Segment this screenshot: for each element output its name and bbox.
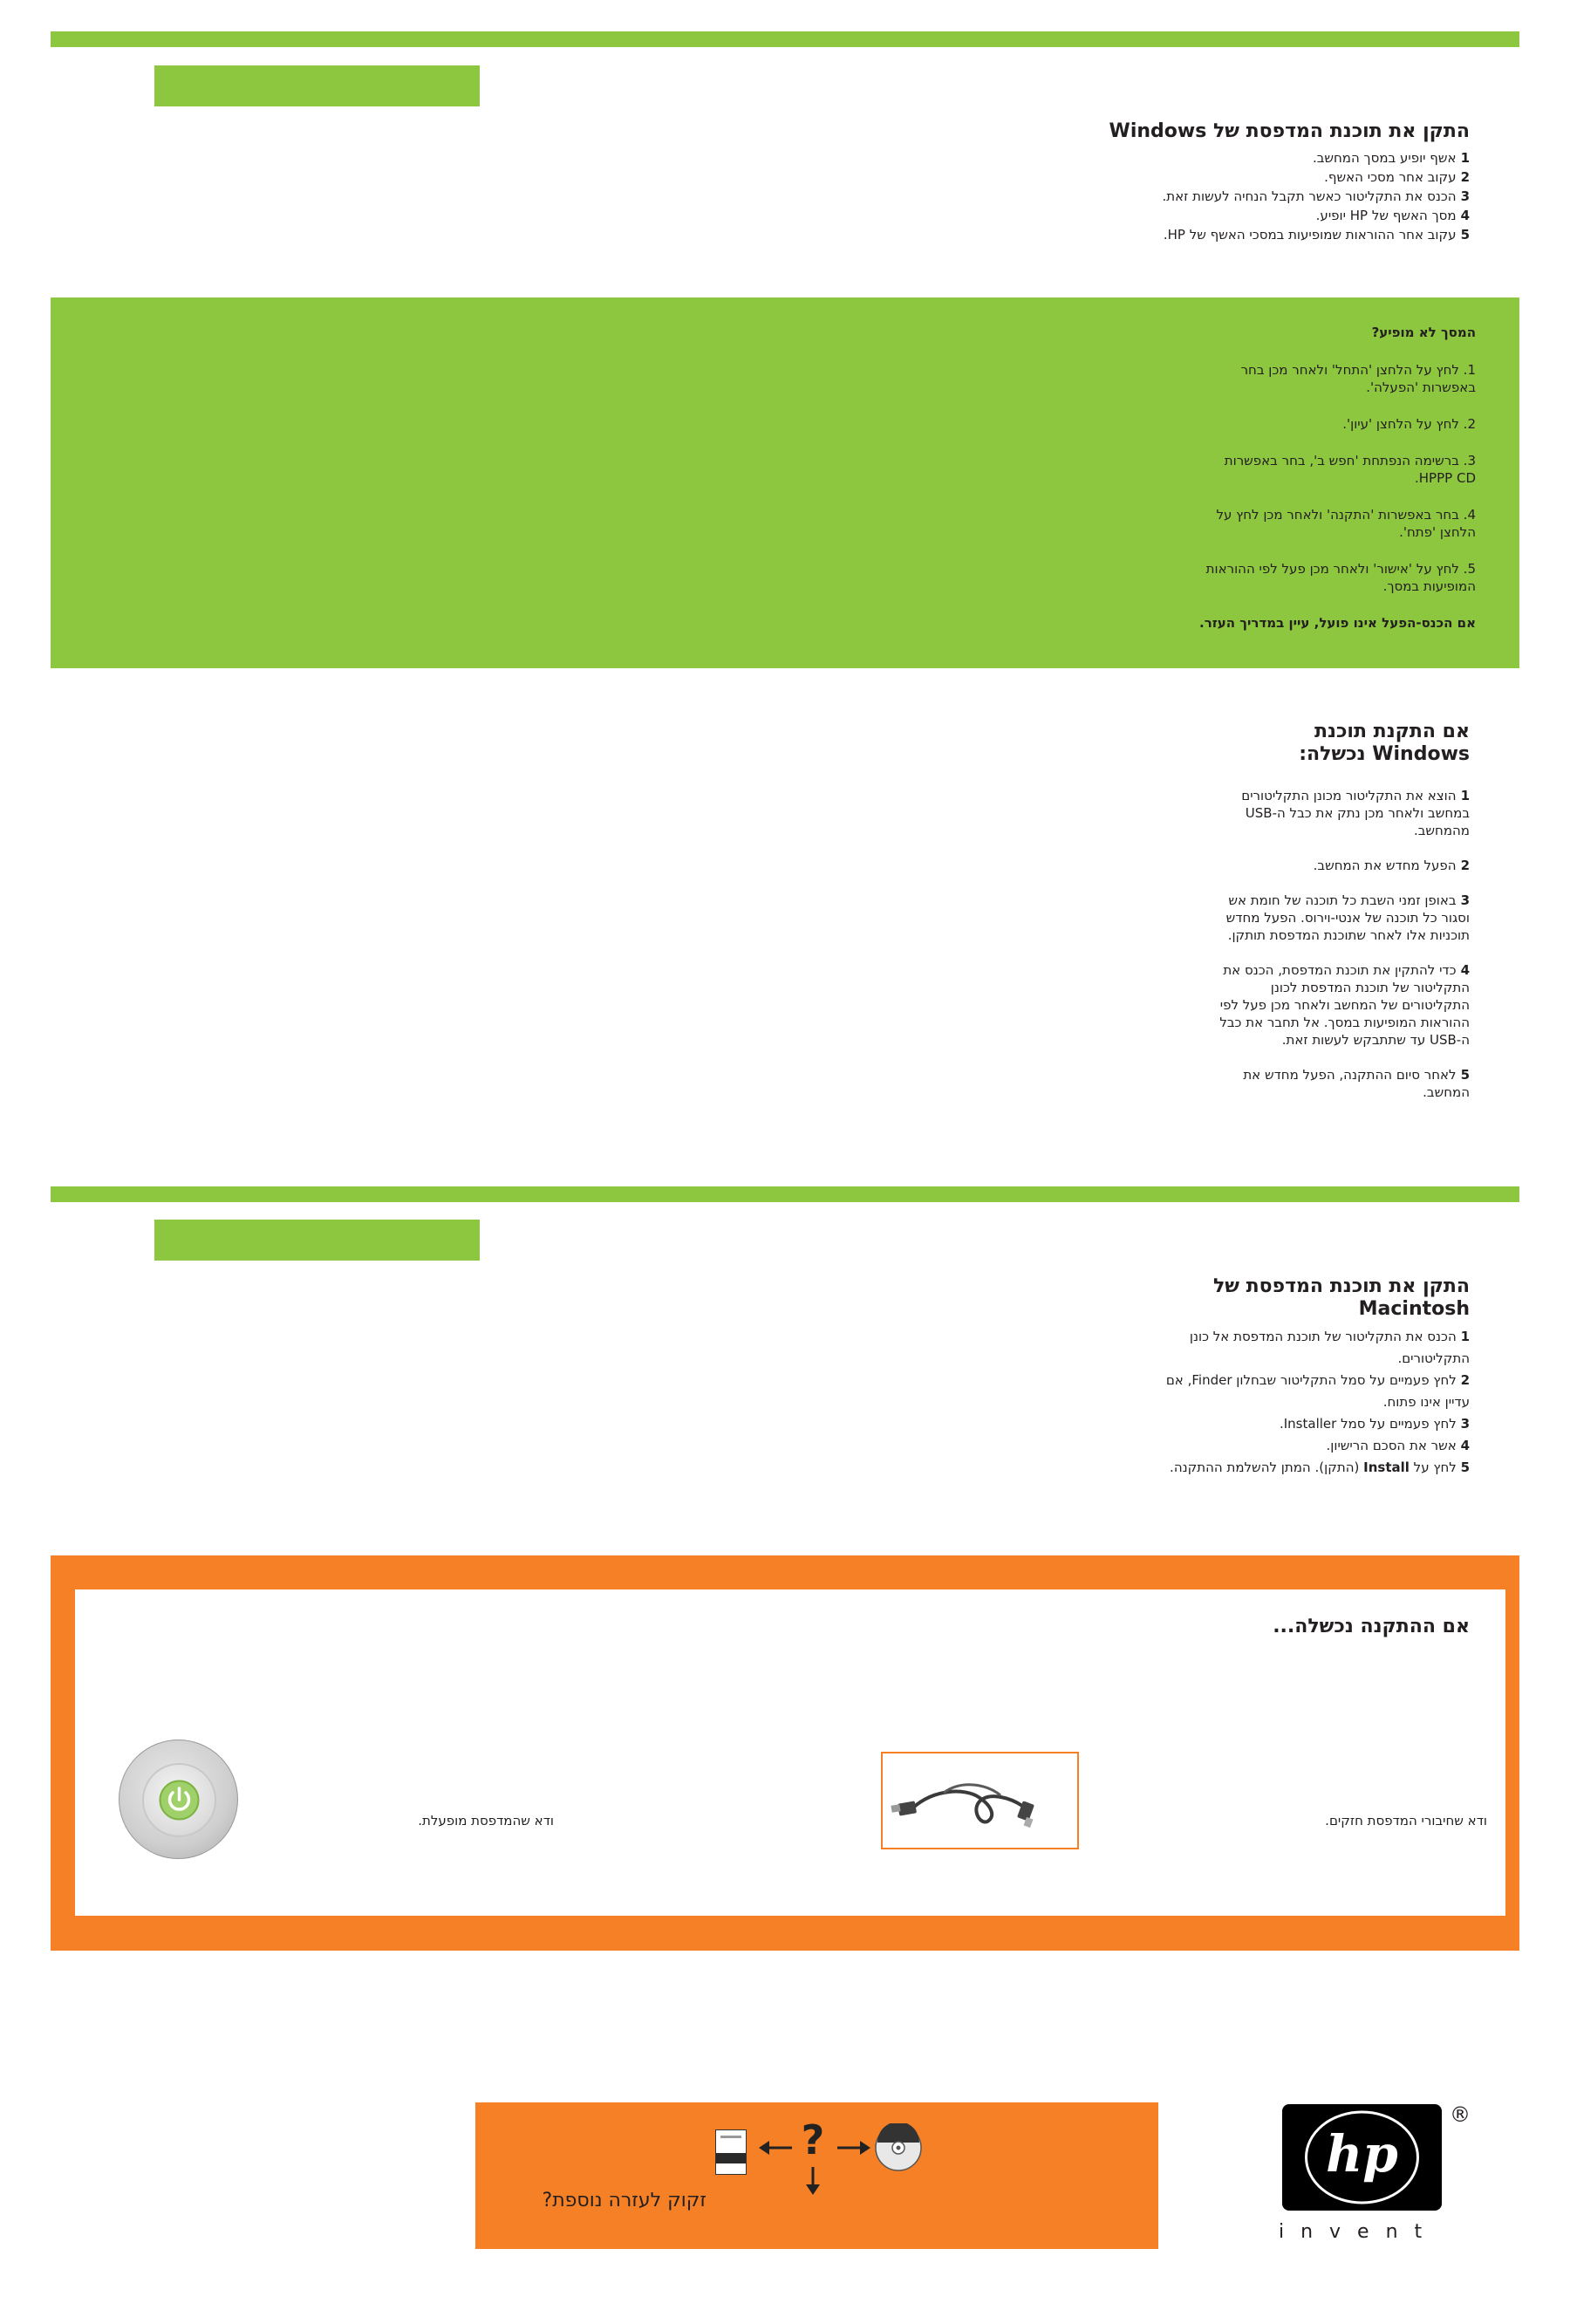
windows-install-section [959, 120, 1470, 244]
manual-icon-lines [720, 2136, 741, 2138]
cd-icon [874, 2123, 923, 2172]
list-item: 3 לחץ פעמיים על סמל Installer. [1279, 1416, 1470, 1432]
manual-icon-band [716, 2153, 746, 2163]
help-text: זקוק לעזרה נוספת? [542, 2190, 706, 2211]
usb-cable-box [881, 1752, 1079, 1849]
tip-step: 5. לחץ על 'אישור' ולאחר מכן פעל לפי ההוראות המופיעות במסך. [1205, 561, 1476, 594]
list-item: 5עקוב אחר ההוראות שמופיעות במסכי האשף של HP. [1163, 227, 1470, 243]
tip-content [1195, 325, 1476, 632]
windows-failed-title: אם התקנת תוכנת Windows נכשלה: [1299, 721, 1470, 765]
top-green-bar [51, 31, 1519, 47]
list-item: 1הוצא את התקליטור מכונן התקליטורים במחשב ולאחר מכן נתק את כבל ה-USB מהמחשב. [1241, 788, 1470, 838]
list-item: 3הכנס את התקליטור כאשר תקבל הנחיה לעשות זאת. [1162, 188, 1470, 204]
connections-text: ודא שחיבורי המדפסת חזקים. [1325, 1813, 1487, 1828]
list-item: 1 הכנס את התקליטור של תוכנת המדפסת אל כונן התקליטורים. [1189, 1329, 1470, 1366]
power-button-inner [144, 1765, 215, 1835]
tip-note: אם הכנס-הפעל אינו פועל, עיין במדריך העזר. [1199, 615, 1476, 631]
windows-section-tab [154, 65, 480, 106]
mac-install-section [1151, 1275, 1470, 1479]
mac-green-bar [51, 1186, 1519, 1202]
list-item: 2עקוב אחר מסכי האשף. [1324, 169, 1470, 185]
mac-section-tab [154, 1220, 480, 1261]
usb-cable-icon [883, 1753, 1077, 1848]
tip-title: המסך לא מופיע? [1371, 325, 1476, 340]
power-button-graphic [119, 1740, 238, 1859]
tip-step: 1. לחץ על הלחצן 'התחל' ולאחר מכן בחר באפשרות 'הפעלה'. [1240, 362, 1476, 395]
manual-icon [715, 2129, 747, 2175]
hp-logo-text: hp [1326, 2124, 1398, 2184]
windows-install-steps [959, 148, 1470, 244]
windows-failed-section [1212, 721, 1470, 1118]
tip-step: 3. ברשימה הנפתחת 'חפש ב', בחר באפשרות HPPP CD. [1224, 453, 1476, 486]
mac-install-title [1151, 1275, 1470, 1321]
mac-title-line2: Macintosh [1358, 1298, 1470, 1320]
arrow-right-icon [836, 2139, 870, 2157]
registered-mark: ® [1450, 2102, 1471, 2127]
tip-step: 4. בחר באפשרות 'התקנה' ולאחר מכן לחץ על הלחצן 'פתח'. [1216, 507, 1476, 540]
arrow-left-icon [759, 2139, 794, 2157]
arrow-down-icon [804, 2165, 822, 2195]
power-text: ודא שהמדפסת מופעלת. [418, 1813, 554, 1828]
list-item: 3באופן זמני השבת כל תוכנה של חומת אש וסגור כל תוכנה של אנטי-וירוס. הפעל מחדש תוכניות אלו לאחר שתוכנת המדפסת תותקן. [1225, 892, 1470, 943]
list-item: 1אשף יופיע במסך המחשב. [1312, 150, 1470, 166]
list-item: 5לאחר סיום ההתקנה, הפעל מחדש את המחשב. [1243, 1067, 1470, 1100]
mac-install-steps [1151, 1326, 1470, 1479]
tip-step: 2. לחץ על הלחצן 'עיון'. [1342, 416, 1476, 432]
hp-tagline: i n v e n t [1279, 2221, 1428, 2243]
list-item: 5 לחץ על Install (התקן). המתן להשלמת ההתקנה. [1170, 1459, 1470, 1475]
list-item: 4מסך האשף של HP יופיע. [1315, 208, 1470, 223]
hp-logo [1282, 2104, 1442, 2211]
mac-title-line1: התקן את תוכנת המדפסת של [1212, 1275, 1470, 1297]
question-mark-icon: ? [801, 2116, 825, 2163]
windows-install-title: התקן את תוכנת המדפסת של Windows [1109, 120, 1470, 142]
list-item: 4כדי להתקין את תוכנת המדפסת, הכנס את התקליטור של תוכנת המדפסת לכונן התקליטורים של המחשב ולאחר מכן פעל לפי ההוראות המופיעות במסך. אל תחבר את כבל ה-USB עד שתתבקש לעשות זאת. [1219, 962, 1470, 1048]
install-failed-title: אם ההתקנה נכשלה... [1273, 1616, 1470, 1637]
list-item: 2 לחץ פעמיים על סמל התקליטור שבחלון Finder, אם עדיין אינו פתוח. [1165, 1372, 1470, 1410]
list-item: 2הפעל מחדש את המחשב. [1313, 858, 1470, 873]
install-failed-inner [75, 1589, 1505, 1916]
list-item: 4 אשר את הסכם הרישיון. [1326, 1438, 1470, 1453]
power-icon [144, 1765, 215, 1835]
